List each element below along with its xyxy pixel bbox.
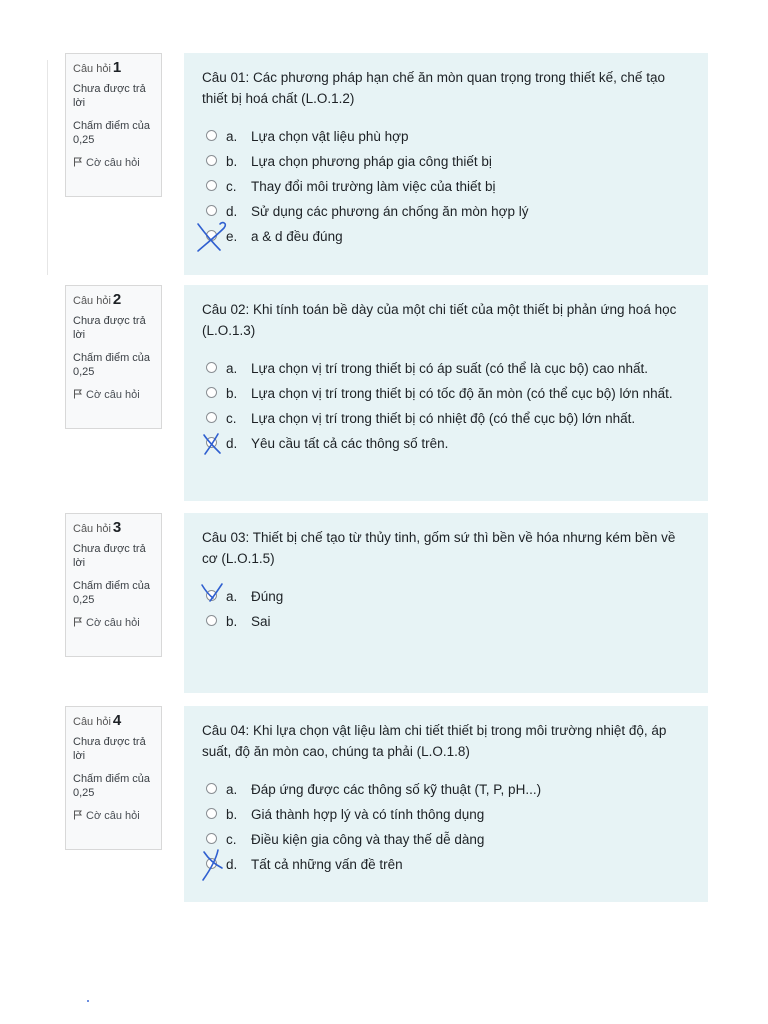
option-text: Sử dụng các phương án chống ăn mòn hợp lý <box>251 204 529 219</box>
radio-button[interactable] <box>206 833 217 844</box>
answer-option-b[interactable] <box>226 611 690 632</box>
question-content <box>184 513 708 693</box>
option-letter: b. <box>226 386 238 401</box>
question-number-label: Câu hỏi <box>73 295 111 307</box>
radio-button[interactable] <box>206 437 217 448</box>
question-info-box <box>65 53 162 197</box>
question-content <box>184 285 708 501</box>
radio-button[interactable] <box>206 615 217 626</box>
option-text: Lựa chọn vật liệu phù hợp <box>251 129 409 144</box>
question-info-box <box>65 513 162 657</box>
answer-options <box>202 126 690 247</box>
option-text: Lựa chọn phương pháp gia công thiết bị <box>251 154 492 169</box>
flag-icon <box>73 157 83 167</box>
radio-button[interactable] <box>206 808 217 819</box>
question-text: Câu 04: Khi lựa chọn vật liệu làm chi tiết thiết bị trong môi trường nhiệt độ, áp suất, độ ăn mòn cao, chúng ta phải (L.O.1.8) <box>202 723 667 759</box>
question-number-label: Câu hỏi <box>73 716 111 728</box>
option-letter: a. <box>226 782 238 797</box>
question-grade: Chấm điểm của 0,25 <box>73 352 151 378</box>
answer-option-a[interactable] <box>226 779 690 800</box>
flag-question-link[interactable] <box>73 809 154 823</box>
question-number: 3 <box>112 519 122 536</box>
flag-icon <box>73 617 83 627</box>
option-text: Tất cả những vấn đề trên <box>251 857 403 872</box>
question-content <box>184 53 708 275</box>
question-text: Câu 02: Khi tính toán bề dày của một chi tiết của một thiết bị phản ứng hoá học (L.O.1.3) <box>202 302 677 338</box>
radio-button[interactable] <box>206 205 217 216</box>
question-state: Chưa được trả lời <box>73 736 146 762</box>
answer-option-c[interactable] <box>226 176 690 197</box>
question-number-label: Câu hỏi <box>73 63 111 75</box>
question-number: 2 <box>112 291 122 308</box>
option-text: Sai <box>251 614 271 629</box>
flag-icon <box>73 810 83 820</box>
question-grade: Chấm điểm của 0,25 <box>73 773 151 799</box>
question-content <box>184 706 708 902</box>
option-letter: a. <box>226 129 238 144</box>
option-text: Đáp ứng được các thông số kỹ thuật (T, P, pH...) <box>251 782 542 797</box>
stray-dot <box>87 1000 89 1002</box>
answer-options <box>202 779 690 875</box>
question-info-box <box>65 285 162 429</box>
radio-button[interactable] <box>206 130 217 141</box>
answer-option-c[interactable] <box>226 829 690 850</box>
option-text: Đúng <box>251 589 284 604</box>
radio-button[interactable] <box>206 783 217 794</box>
radio-button[interactable] <box>206 858 217 869</box>
flag-icon <box>73 389 83 399</box>
option-letter: a. <box>226 589 238 604</box>
option-text: Điều kiện gia công và thay thế dễ dàng <box>251 832 485 847</box>
option-letter: e. <box>226 229 238 244</box>
answer-option-a[interactable] <box>226 358 690 379</box>
question-number: 4 <box>112 712 122 729</box>
answer-option-c[interactable] <box>226 408 690 429</box>
answer-option-a[interactable] <box>226 126 690 147</box>
question-grade: Chấm điểm của 0,25 <box>73 120 151 146</box>
answer-options <box>202 586 690 632</box>
option-text: Giá thành hợp lý và có tính thông dụng <box>251 807 485 822</box>
option-letter: b. <box>226 154 238 169</box>
flag-question-label: Cờ câu hỏi <box>86 157 140 169</box>
option-text: Thay đổi môi trường làm việc của thiết bị <box>251 179 496 194</box>
answer-option-b[interactable] <box>226 383 690 404</box>
radio-button[interactable] <box>206 412 217 423</box>
answer-option-d[interactable] <box>226 854 690 875</box>
radio-button[interactable] <box>206 155 217 166</box>
answer-option-b[interactable] <box>226 804 690 825</box>
radio-button[interactable] <box>206 230 217 241</box>
option-text: a & d đều đúng <box>251 229 343 244</box>
option-letter: d. <box>226 204 238 219</box>
question-number-label: Câu hỏi <box>73 523 111 535</box>
option-letter: d. <box>226 857 238 872</box>
answer-option-e[interactable] <box>226 226 690 247</box>
answer-option-a[interactable] <box>226 586 690 607</box>
question-text: Câu 01: Các phương pháp hạn chế ăn mòn quan trọng trong thiết kế, chế tạo thiết bị hoá chất (L.O.1.2) <box>202 70 665 106</box>
radio-button[interactable] <box>206 180 217 191</box>
answer-option-d[interactable] <box>226 201 690 222</box>
radio-button[interactable] <box>206 387 217 398</box>
flag-question-link[interactable] <box>73 616 154 630</box>
question-text: Câu 03: Thiết bị chế tạo từ thủy tinh, gốm sứ thì bền về hóa nhưng kém bền về cơ (L.O.1.5) <box>202 530 676 566</box>
question-grade: Chấm điểm của 0,25 <box>73 580 151 606</box>
question-number: 1 <box>112 59 122 76</box>
option-letter: d. <box>226 436 238 451</box>
question-state: Chưa được trả lời <box>73 543 146 569</box>
flag-question-label: Cờ câu hỏi <box>86 389 140 401</box>
answer-option-b[interactable] <box>226 151 690 172</box>
option-letter: a. <box>226 361 238 376</box>
answer-options <box>202 358 690 454</box>
option-text: Lựa chọn vị trí trong thiết bị có tốc độ ăn mòn (có thể cục bộ) lớn nhất. <box>251 386 673 401</box>
option-text: Lựa chọn vị trí trong thiết bị có áp suất (có thể là cục bộ) cao nhất. <box>251 361 649 376</box>
radio-button[interactable] <box>206 590 217 601</box>
option-letter: c. <box>226 832 237 847</box>
answer-option-d[interactable] <box>226 433 690 454</box>
flag-question-link[interactable] <box>73 156 154 170</box>
flag-question-link[interactable] <box>73 388 154 402</box>
question-info-box <box>65 706 162 850</box>
question-state: Chưa được trả lời <box>73 315 146 341</box>
radio-button[interactable] <box>206 362 217 373</box>
flag-question-label: Cờ câu hỏi <box>86 810 140 822</box>
question-state: Chưa được trả lời <box>73 83 146 109</box>
page-edge-line <box>47 60 48 275</box>
option-text: Lựa chọn vị trí trong thiết bị có nhiệt độ (có thể cục bộ) lớn nhất. <box>251 411 636 426</box>
option-letter: c. <box>226 179 237 194</box>
flag-question-label: Cờ câu hỏi <box>86 617 140 629</box>
option-letter: b. <box>226 807 238 822</box>
option-letter: c. <box>226 411 237 426</box>
option-text: Yêu cầu tất cả các thông số trên. <box>251 436 449 451</box>
option-letter: b. <box>226 614 238 629</box>
